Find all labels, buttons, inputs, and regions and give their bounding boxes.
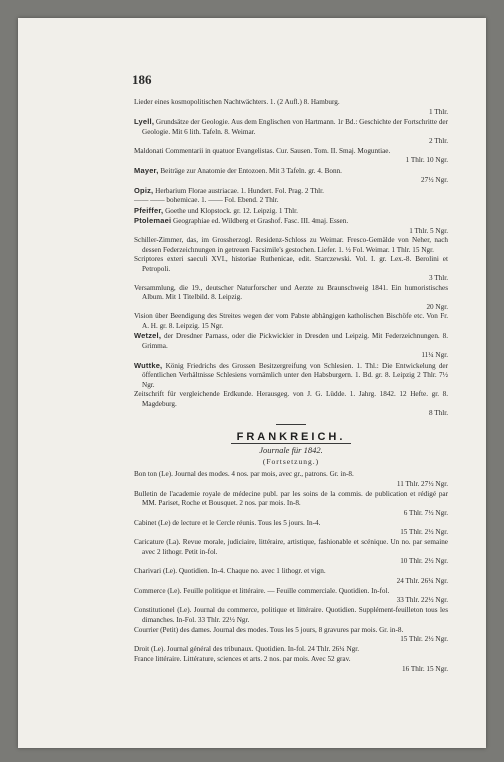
- section-divider: [276, 424, 306, 425]
- entry-price: 15 Thlr. 2½ Ngr.: [400, 528, 448, 536]
- entry-text: Charivari (Le). Quotidien. In-4. Chaque no. avec 1 lithogr. et vign.: [134, 567, 326, 575]
- catalog-entry: [134, 626, 448, 645]
- catalog-entry: [134, 236, 448, 255]
- entry-price: 27½ Ngr.: [421, 176, 448, 184]
- catalog-list-french: [134, 470, 448, 674]
- catalog-list-german: [134, 98, 448, 419]
- entry-price: 6 Thlr. 7½ Ngr.: [403, 508, 448, 517]
- entry-text: Beiträge zur Anatomie der Entozoen. Mit 3 Tafeln. gr. 4. Bonn.: [158, 166, 342, 175]
- author-name: Mayer,: [134, 165, 159, 175]
- entry-text: France littéraire. Littérature, sciences et arts. 2 nos. par mois. Avec 52 grav.: [134, 655, 351, 663]
- entry-text: König Friedrichs des Grossen Besitzergreifung von Schlesien. 1. Thl.: Die Entwickelung der öffentlichen Verhältnisse Schlesiens vornämlich unter den Habsburgern. 1. Bd. gr. 8. Leipzig 2 Thlr. 7½ Ngr.: [142, 361, 448, 389]
- entry-price: 11 Thlr. 27½ Ngr.: [396, 479, 448, 488]
- section-title: FRANKREICH.: [236, 430, 346, 443]
- entry-price: 24 Thlr. 26¼ Ngr.: [396, 576, 448, 585]
- catalog-entry: [134, 117, 448, 147]
- entry-text: Maldonati Commentarii in quatuor Evangelistas. Cur. Sausen. Tom. II. Smaj. Moguntiae.: [134, 146, 391, 155]
- catalog-entry: [134, 655, 448, 674]
- catalog-entry: [134, 312, 448, 331]
- catalog-entry: [134, 206, 448, 217]
- catalog-entry: [134, 645, 448, 655]
- section-continued-label: (Fortsetzung.): [262, 456, 320, 466]
- entry-text: Courrier (Petit) des dames. Journal des modes. Tous les 5 jours, 8 gravures par mois. Gr. in-8.: [134, 625, 404, 634]
- catalog-entry: [134, 186, 448, 197]
- author-name: Wuttke,: [134, 360, 163, 370]
- section-subtitle: Journale für 1842.: [259, 445, 323, 455]
- entry-text: Versammlung, die 19., deutscher Naturforscher und Aerzte zu Braunschweig 1841. Ein humoristisches Album. Mit 1 Titelbild. 8. Leipzig.: [134, 283, 448, 301]
- entry-text: Goethe und Klopstock. gr. 12. Leipzig. 1 Thlr.: [163, 206, 298, 215]
- author-name: Wetzel,: [134, 331, 162, 340]
- catalog-entry: [134, 147, 448, 166]
- catalog-entry: [134, 470, 448, 489]
- entry-price: 1 Thlr.: [428, 107, 448, 116]
- entry-price: 1 Thlr. 5 Ngr.: [409, 226, 448, 235]
- entry-price: 3 Thlr.: [428, 274, 448, 282]
- catalog-entry: [134, 216, 448, 236]
- entry-price: 2 Thlr.: [428, 137, 448, 145]
- entry-text: der Dresdner Parnass, oder die Pickwickier in Dresden und Leipzig. Mit Federzeichnungen. 8. Grimma.: [142, 332, 448, 350]
- catalog-entry: [134, 519, 448, 538]
- entry-price: 15 Thlr. 2½ Ngr.: [400, 635, 448, 643]
- catalog-entry: [134, 98, 448, 117]
- author-name: Pfeiffer,: [134, 205, 164, 215]
- entry-price: 1 Thlr. 10 Ngr.: [405, 156, 448, 164]
- entry-text: Lieder eines kosmopolitischen Nachtwächters. 1. (2 Aufl.) 8. Hamburg.: [134, 98, 340, 106]
- section-title-underline: [231, 443, 351, 444]
- entry-price: 11¼ Ngr.: [421, 351, 448, 359]
- entry-price: 8 Thlr.: [428, 409, 448, 417]
- catalog-entry: [134, 166, 448, 186]
- book-page: [18, 18, 486, 748]
- entry-text: Droit (Le). Journal général des tribunaux. Quotidien. In-fol. 24 Thlr. 26¼ Ngr.: [134, 645, 360, 653]
- catalog-entry: [134, 196, 448, 206]
- entry-text: Caricature (La). Revue morale, judiciaire, littéraire, artistique, fashionable et scénique. Un no. par semaine avec 2 lithogr. Petit in-fol.: [134, 538, 448, 556]
- author-name: Ptolemaei: [134, 216, 172, 225]
- catalog-entry: [134, 284, 448, 313]
- catalog-entry: [134, 490, 448, 519]
- catalog-entry: [134, 361, 448, 391]
- entry-text: Scriptores exteri saeculi XVI., historiae Ruthenicae, edit. Starczewski. Vol. I. gr. Lex.-8. Berolini et Petropoli.: [134, 255, 448, 273]
- entry-price: 33 Thlr. 22½ Ngr.: [396, 596, 448, 604]
- entry-text: Cabinet (Le) de lecture et le Cercle réunis. Tous les 5 jours. In-4.: [134, 518, 321, 527]
- entry-price: 10 Thlr. 2½ Ngr.: [400, 557, 448, 565]
- catalog-entry: [134, 255, 448, 284]
- entry-price: 20 Ngr.: [426, 302, 448, 311]
- catalog-entry: [134, 606, 448, 625]
- entry-text: Vision über Beendigung des Streites wegen der vom Pabste abhängigen katholischen Bischöfe etc. Von Fr. A. H. gr. 8. Leipzig. 15 Ngr.: [134, 312, 448, 330]
- catalog-entry: [134, 567, 448, 586]
- catalog-entry: [134, 390, 448, 419]
- page-number: 186: [132, 72, 152, 87]
- entry-text: Zeitschrift für vergleichende Erdkunde. Herausgeg. von J. G. Lüdde. 1. Jahrg. 1842. 12 Hefte. gr. 8. Magdeburg.: [134, 390, 448, 408]
- author-name: Lyell,: [134, 117, 155, 126]
- entry-text: Constitutionel (Le). Journal du commerce, politique et littéraire. Quotidien. Supplément-feuilleton tous les dimanches. In-Fol. 33 Thlr. 22½ Ngr.: [134, 606, 448, 624]
- author-name: Opiz,: [134, 185, 154, 195]
- entry-text: Geographiae ed. Wildberg et Grashof. Fasc. III. 4maj. Essen.: [171, 217, 349, 225]
- catalog-entry: [134, 587, 448, 606]
- entry-text: Bulletin de l'academie royale de médecine publ. par les soins de la commis. de publication et rédigé par MM. Pariset, Roche et Bousquet. 2 nos. par mois. In-8.: [134, 489, 448, 507]
- entry-text: Herbarium Florae austriacae. 1. Hundert. Fol. Prag. 2 Thlr.: [153, 186, 324, 195]
- catalog-entry: [134, 331, 448, 361]
- page-content: [134, 98, 448, 675]
- entry-text: Schiller-Zimmer, das, im Grossherzogl. Residenz-Schloss zu Weimar. Fresco-Gemälde von Neher, nach dessen Federzeichnungen in getreuen Facsimile's gestochen. Liefer. 1. ½ Fol. Weimar. 1 Thlr. 15 Ngr.: [134, 236, 448, 254]
- catalog-entry: [134, 538, 448, 567]
- entry-text: Commerce (Le). Feuille politique et littéraire. — Feuille commerciale. Quotidien. In-fol.: [134, 586, 390, 595]
- entry-price: 16 Thlr. 15 Ngr.: [402, 664, 448, 673]
- entry-text: —— —— bohemicae. 1. —— Fol. Ebend. 2 Thlr.: [134, 196, 279, 204]
- entry-text: Grundsätze der Geologie. Aus dem Englischen von Hartmann. 1r Bd.: Geschichte der Fortschritte der Geologie. Mit 6 lith. Tafeln. 8. Weimar.: [142, 118, 448, 136]
- entry-text: Bon ton (Le). Journal des modes. 4 nos. par mois, avec gr., patrons. Gr. in-8.: [134, 470, 354, 478]
